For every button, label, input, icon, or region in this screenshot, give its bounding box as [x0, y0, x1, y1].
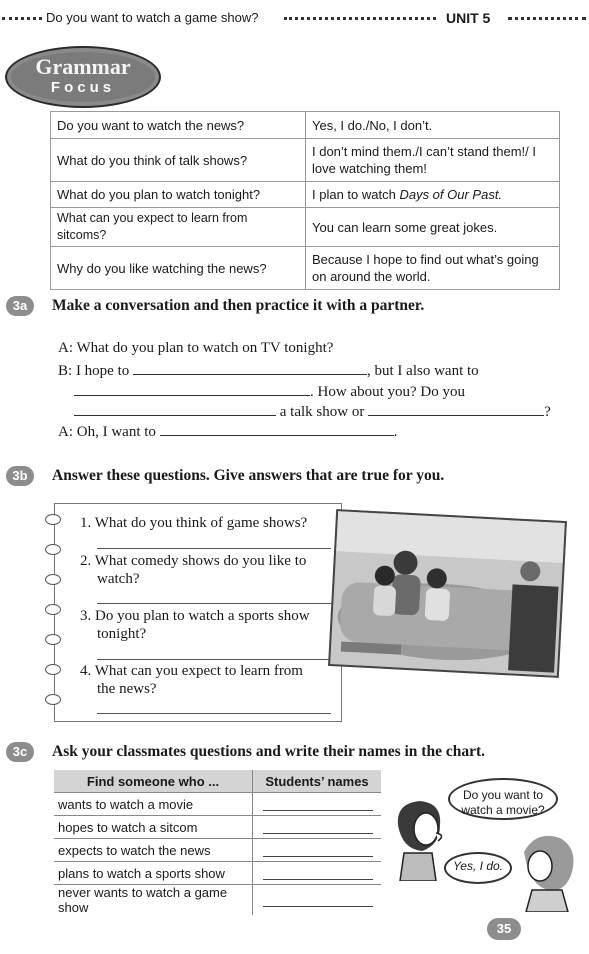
table-row	[54, 816, 381, 839]
question-number: 4.	[80, 663, 92, 679]
question-1	[80, 514, 307, 532]
speech-bubble-question: Do you want to watch a movie?	[448, 778, 558, 820]
conversation-text: Oh, I want to	[76, 424, 156, 440]
names-chart	[54, 770, 381, 915]
badge-title: Grammar	[35, 54, 131, 79]
boy-cartoon-icon	[392, 795, 448, 881]
instruction-3b: Answer these questions. Give answers that are true for you.	[52, 467, 445, 484]
header-dots-left	[2, 17, 42, 20]
chart-header: Students’ names	[253, 770, 382, 793]
chart-cell: hopes to watch a sitcom	[54, 816, 253, 839]
conversation-text: .	[393, 424, 398, 440]
conversation-text: a talk show or	[279, 404, 365, 420]
conversation-text: , but I also want to	[367, 363, 479, 379]
question-text: What do you think of game shows?	[94, 515, 308, 531]
table-row	[54, 885, 381, 916]
question-3-cont: tonight?	[97, 626, 147, 642]
speaker-b: B:	[58, 363, 73, 379]
name-cell[interactable]	[253, 816, 382, 839]
grammar-row	[51, 247, 560, 290]
conversation-line-4	[74, 401, 551, 421]
grammar-row	[51, 208, 560, 247]
instruction-3c: Ask your classmates questions and write their names in the chart.	[52, 743, 486, 760]
conversation-text: What do you plan to watch on TV tonight?	[76, 340, 334, 356]
question-4	[80, 662, 303, 680]
table-row	[54, 862, 381, 885]
question-4-cont: the news?	[97, 681, 157, 697]
blank-line[interactable]	[74, 401, 276, 416]
grammar-row	[51, 112, 560, 139]
family-watching-tv-photo	[328, 509, 567, 678]
chart-header-row	[54, 770, 381, 793]
question-2	[80, 552, 306, 570]
grammar-answer: Because I hope to find out what’s going on around the world.	[306, 247, 560, 290]
grammar-answer: Yes, I do./No, I don’t.	[306, 112, 560, 139]
chart-cell: expects to watch the news	[54, 839, 253, 862]
answer-line[interactable]	[97, 713, 331, 714]
header-dots-middle	[284, 17, 436, 20]
speech-bubble-answer: Yes, I do.	[444, 852, 512, 884]
show-title: Days of Our Past.	[399, 187, 503, 202]
instruction-3a: Make a conversation and then practice it with a partner.	[52, 297, 425, 314]
answer-line[interactable]	[97, 659, 331, 660]
blank-line[interactable]	[160, 421, 394, 436]
table-row	[54, 793, 381, 816]
grammar-answer: You can learn some great jokes.	[306, 208, 560, 247]
question-3	[80, 607, 310, 625]
question-number: 3.	[80, 608, 92, 624]
grammar-focus-badge	[5, 46, 161, 108]
conversation-line-2	[58, 360, 479, 380]
header-title: Do you want to watch a game show?	[46, 10, 259, 25]
name-cell[interactable]	[253, 793, 382, 816]
blank-line[interactable]	[368, 401, 544, 416]
grammar-answer: I don’t mind them./I can’t stand them!/ I love watching them!	[306, 139, 560, 182]
speaker-a: A:	[58, 424, 73, 440]
grammar-question: Why do you like watching the news?	[51, 247, 306, 290]
chart-cell: plans to watch a sports show	[54, 862, 253, 885]
badge-subtitle: Focus	[50, 79, 116, 96]
grammar-row	[51, 182, 560, 208]
name-cell[interactable]	[253, 862, 382, 885]
grammar-answer	[306, 182, 560, 208]
name-cell[interactable]	[253, 885, 382, 916]
question-2-cont: watch?	[97, 571, 140, 587]
grammar-question: What can you expect to learn from sitcoms?	[51, 208, 306, 247]
chart-cell: never wants to watch a game show	[54, 885, 253, 916]
blank-line[interactable]	[74, 381, 310, 396]
grammar-table	[50, 111, 560, 290]
header-dots-right	[508, 17, 586, 20]
answer-line[interactable]	[97, 603, 331, 604]
question-number: 2.	[80, 553, 92, 569]
section-tag-3c: 3c	[6, 742, 34, 762]
page-header	[0, 8, 589, 32]
conversation-line-3	[74, 381, 465, 401]
blank-line[interactable]	[133, 360, 367, 375]
section-tag-3b: 3b	[6, 466, 34, 486]
conversation-text: I hope to	[75, 363, 130, 379]
unit-label: UNIT 5	[446, 10, 491, 26]
question-number: 1.	[80, 515, 92, 531]
speaker-a: A:	[58, 340, 73, 356]
answer-prefix: I plan to watch	[312, 187, 400, 202]
grammar-question: What do you plan to watch tonight?	[51, 182, 306, 208]
page-number: 35	[487, 918, 521, 940]
table-row	[54, 839, 381, 862]
conversation-text: . How about you? Do you	[310, 384, 465, 400]
grammar-row	[51, 139, 560, 182]
grammar-question: Do you want to watch the news?	[51, 112, 306, 139]
question-notepad	[54, 503, 342, 722]
grammar-question: What do you think of talk shows?	[51, 139, 306, 182]
answer-line[interactable]	[97, 548, 331, 549]
chart-header: Find someone who ...	[54, 770, 253, 793]
question-text: Do you plan to watch a sports show	[95, 608, 310, 624]
question-text: What comedy shows do you like to	[94, 553, 307, 569]
name-cell[interactable]	[253, 839, 382, 862]
girl-cartoon-icon	[516, 832, 580, 912]
conversation-line-5	[58, 421, 397, 441]
question-text: What can you expect to learn from	[94, 663, 303, 679]
section-tag-3a: 3a	[6, 296, 34, 316]
conversation-line-1	[58, 340, 333, 357]
chart-cell: wants to watch a movie	[54, 793, 253, 816]
conversation-text: ?	[544, 404, 551, 420]
